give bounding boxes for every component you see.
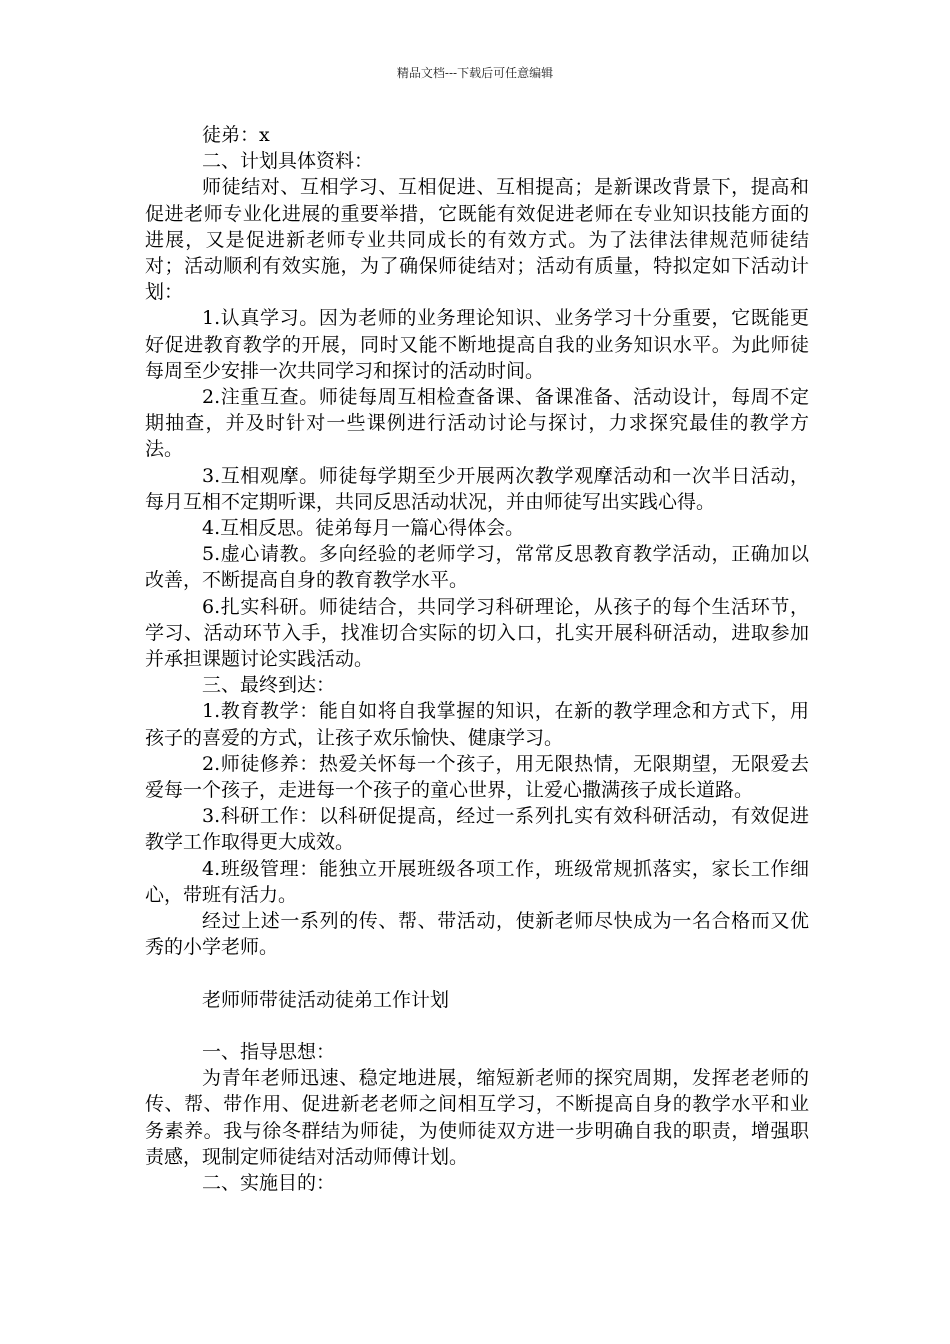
paragraph: 经过上述一系列的传、帮、带活动，使新老师尽快成为一名合格而又优秀的小学老师。 bbox=[145, 910, 809, 959]
list-item: 2.注重互查。师徒每周互相检查备课、备课准备、活动设计，每周不定期抽查，并及时针对一些课例进行活动讨论与探讨，力求探究最佳的教学方法。 bbox=[145, 386, 809, 461]
list-item: 3.互相观摩。师徒每学期至少开展两次教学观摩活动和一次半日活动，每月互相不定期听课，共同反思活动状况，并由师徒写出实践心得。 bbox=[145, 464, 809, 513]
list-item: 1.教育教学：能自如将自我掌握的知识，在新的教学理念和方式下，用孩子的喜爱的方式，让孩子欢乐愉快、健康学习。 bbox=[145, 700, 809, 749]
page-header-note: 精品文档---下载后可任意编辑 bbox=[396, 66, 554, 80]
list-item: 1.认真学习。因为老师的业务理论知识、业务学习十分重要，它既能更好促进教育教学的开展，同时又能不断地提高自我的业务知识水平。为此师徒每周至少安排一次共同学习和探讨的活动时间。 bbox=[145, 307, 809, 382]
list-item: 4.互相反思。徒弟每月一篇心得体会。 bbox=[202, 517, 525, 540]
document-title: 老师师带徒活动徒弟工作计划 bbox=[202, 988, 450, 1011]
document-body bbox=[145, 122, 809, 1196]
paragraph: 徒弟：x bbox=[202, 124, 270, 146]
list-item: 4.班级管理：能独立开展班级各项工作，班级常规抓落实，家长工作细心，带班有活力。 bbox=[145, 857, 809, 906]
list-item: 5.虚心请教。多向经验的老师学习，常常反思教育教学活动，正确加以改善，不断提高自身的教育教学水平。 bbox=[145, 543, 809, 592]
paragraph: 师徒结对、互相学习、互相促进、互相提高；是新课改背景下，提高和促进老师专业化进展的重要举措，它既能有效促进老师在专业知识技能方面的进展，又是促进新老师专业共同成长的有效方式。为了法律法律规范师徒结对；活动顺利有效实施，为了确保师徒结对；活动有质量，特拟定如下活动计划： bbox=[145, 176, 809, 304]
paragraph: 为青年老师迅速、稳定地进展，缩短新老师的探究周期，发挥老老师的传、帮、带作用、促进新老老师之间相互学习，不断提高自身的教学水平和业务素养。我与徐冬群结为师徒，为使师徒双方进一步明确自我的职责，增强职责感，现制定师徒结对活动师傅计划。 bbox=[145, 1067, 809, 1168]
list-item: 3.科研工作：以科研促提高，经过一系列扎实有效科研活动，有效促进教学工作取得更大成效。 bbox=[145, 805, 809, 854]
section-heading: 二、实施目的： bbox=[202, 1172, 336, 1195]
section-heading: 一、指导思想： bbox=[202, 1041, 336, 1064]
section-heading: 三、最终到达： bbox=[202, 674, 336, 697]
section-heading: 二、计划具体资料： bbox=[202, 150, 374, 173]
list-item: 2.师徒修养：热爱关怀每一个孩子，用无限热情，无限期望，无限爱去爱每一个孩子，走进每一个孩子的童心世界，让爱心撒满孩子成长道路。 bbox=[145, 752, 809, 802]
list-item: 6.扎实科研。师徒结合，共同学习科研理论，从孩子的每个生活环节，学习、活动环节入手，找准切合实际的切入口，扎实开展科研活动，进取参加并承担课题讨论实践活动。 bbox=[145, 595, 809, 671]
